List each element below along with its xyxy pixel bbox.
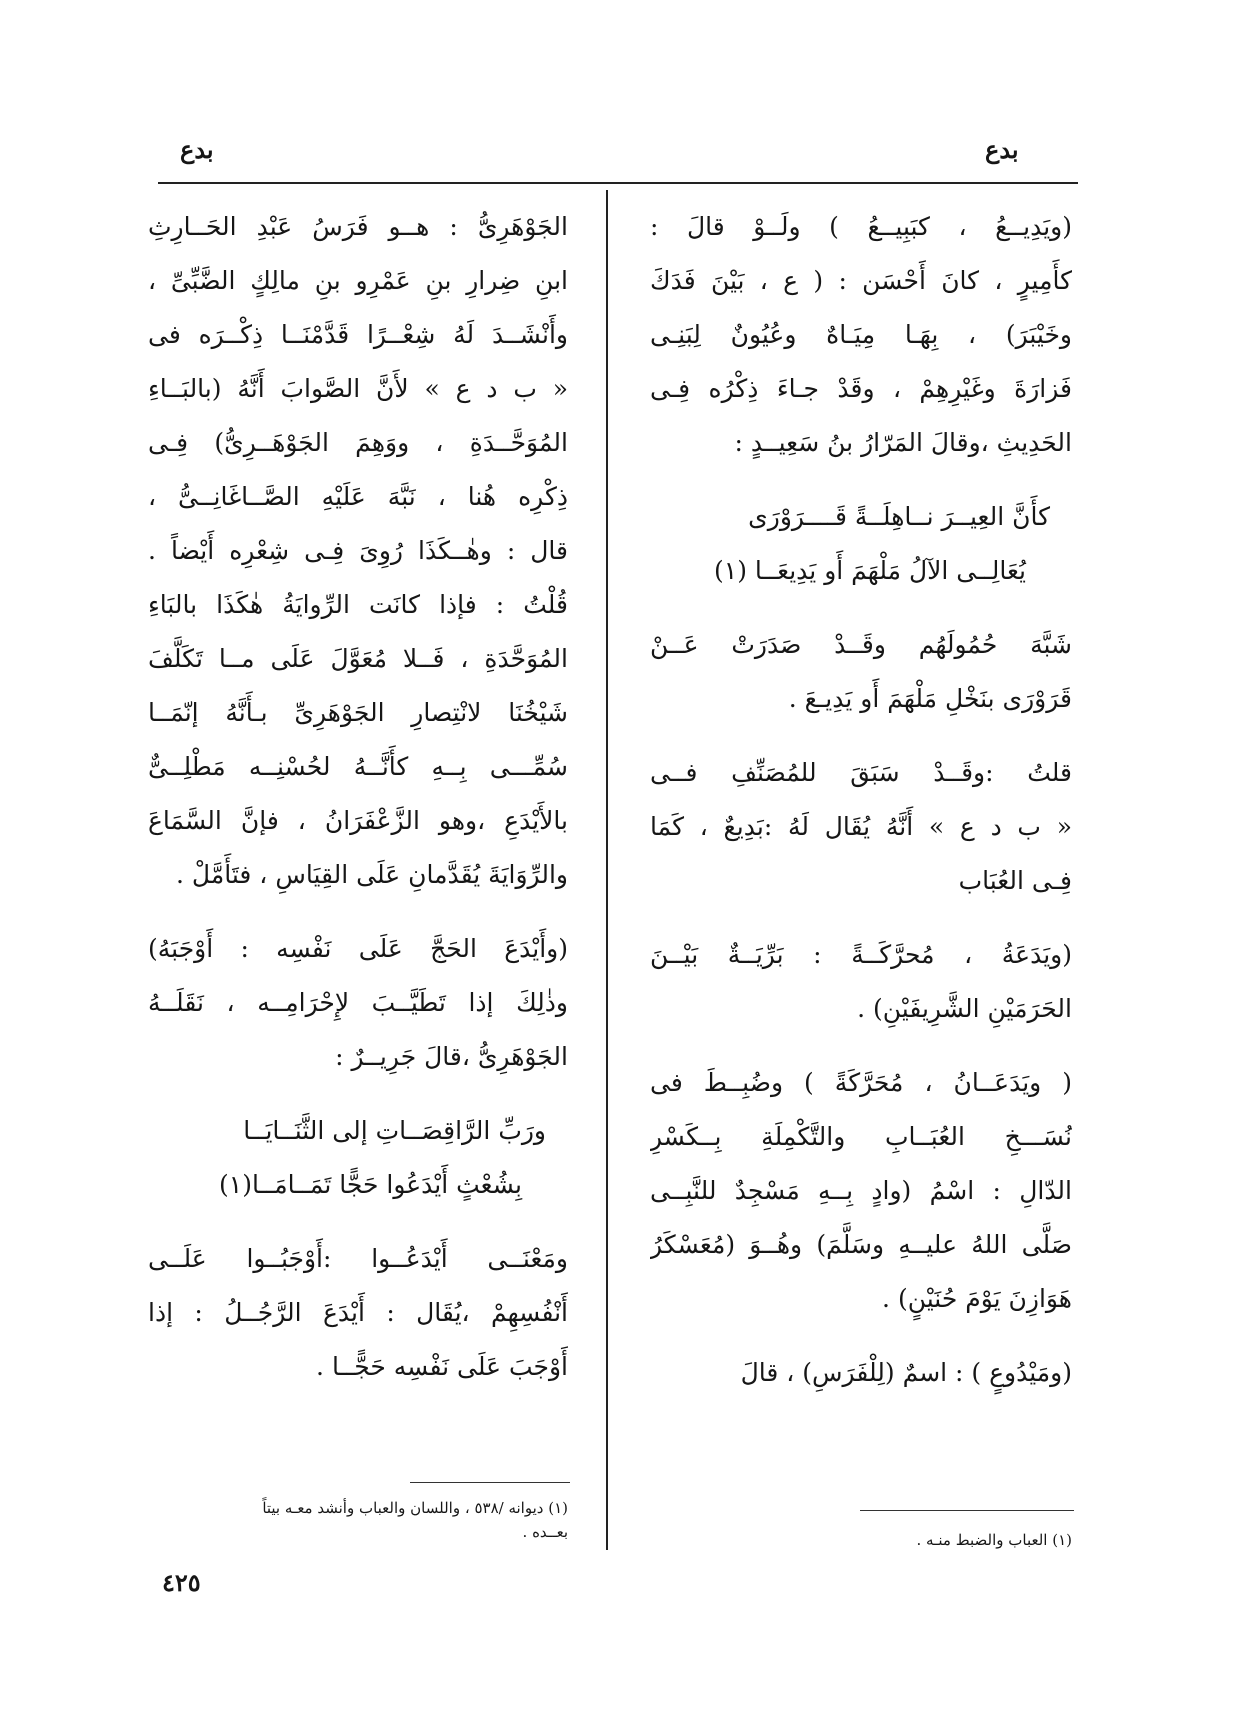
text-line: بالأَيْدَعِ ،وهو الزَّعْفَرَانُ ، فإنَّ السَّمَاعَ bbox=[148, 806, 568, 835]
entry-line: ( ويَدَعَــانُ ، مُحَرَّكَةً ) وضُبِــطَ فى bbox=[650, 1068, 1072, 1097]
text-line: الحَدِيثِ ،وقالَ المَرّارُ بنُ سَعِيــدٍ : bbox=[734, 428, 1072, 457]
verse-line: يُعَالِــى الآلُ مَلْهَمَ أَو يَدِيعَــا (١) bbox=[713, 556, 1026, 585]
column-divider bbox=[606, 190, 608, 1550]
text-line: أَوْجَبَ عَلَى نَفْسِه حَجًّــا . bbox=[316, 1352, 568, 1381]
text-line: سُمِّـــى بِــهِ كأَنَّــهُ لحُسْنِــه مَطْلِــىٌّ bbox=[148, 752, 568, 781]
footnote-line: بعــده . bbox=[522, 1523, 568, 1541]
text-line: أَنْفُسِهِمْ ،يُقَال : أَيْدَعَ الرَّجُــلُ : إذا bbox=[148, 1298, 568, 1327]
text-line: قلتُ :وقَــدْ سَبَقَ للمُصَنِّفِ فــى bbox=[650, 758, 1072, 787]
text-line: « ب د ع » أَنَّهُ يُقَال لَهُ :بَدِيعٌ ، كَمَا bbox=[650, 812, 1072, 841]
entry-line: (وأَيْدَعَ الحَجَّ عَلَى نَفْسِه : أَوْجَبَهُ) bbox=[148, 934, 568, 963]
header-rule bbox=[158, 182, 1078, 184]
left-column bbox=[148, 200, 568, 1394]
text-line: الجَوْهَرِىُّ : هــو فَرَسُ عَبْدِ الحَــارِثِ bbox=[148, 212, 568, 241]
text-line: الجَوْهَرِىُّ ،قالَ جَرِيــرٌ : bbox=[335, 1042, 568, 1071]
text-line: الحَرَمَيْنِ الشَّرِيفَيْنِ) . bbox=[857, 994, 1072, 1023]
text-line: فَزارَةَ وغَيْرِهِمْ ، وقَدْ جـاءَ ذِكْرُه فِـى bbox=[650, 374, 1072, 403]
text-line: والرِّوَايَةَ يُقَدَّمانِ عَلَى القِيَاسِ ، فتَأَمَّلْ . bbox=[176, 860, 568, 889]
text-line: وخَيْبَرَ) ، بِهَـا مِيَـاهٌ وعُيُونٌ لِبَنِـى bbox=[650, 320, 1072, 349]
entry-line: (ومَيْدُوعٍ ) : اسمٌ (لِلْفَرَسِ) ، قالَ bbox=[740, 1358, 1072, 1387]
footnote-right: (١) العباب والضبط منـه . bbox=[916, 1531, 1072, 1549]
text-line: فِـى العُبَاب bbox=[958, 866, 1072, 895]
text-line: كأَمِيرٍ ، كانَ أَحْسَن : ( ع ، بَيْنَ فَدَكَ bbox=[650, 266, 1072, 295]
text-line: (ويَدِيــعُ ، كبَبِيــعُ ) ولَــوْ قالَ : bbox=[650, 212, 1072, 241]
text-line: وأَنْشَــدَ لَهُ شِعْــرًا قَدَّمْنَــا ذِكْــرَه فى bbox=[148, 320, 568, 349]
running-header-right: بدع bbox=[985, 135, 1019, 164]
text-line: ذِكْرِه هُنا ، نَبَّهَ عَلَيْهِ الصَّــاغَانِــىُّ ، bbox=[148, 482, 568, 511]
text-line: الدّالِ : اسْمُ (وادٍ بِــهِ مَسْجِدٌ للنَّبِــى bbox=[650, 1176, 1072, 1205]
right-column bbox=[650, 200, 1072, 1400]
text-line: وذٰلِكَ إذا تَطَيَّــبَ لإِحْرَامِــه ، نَقَلَــهُ bbox=[148, 988, 568, 1017]
text-line: هَوَازِنَ يَوْمَ حُنَيْنٍ) . bbox=[882, 1284, 1072, 1313]
verse-line: كأَنَّ العِيــرَ نــاهِلَــةً قَــــرَوْرَى bbox=[748, 502, 1050, 531]
verse-line: بِشُعْثٍ أَيْدَعُوا حَجًّا تَمَــامَــا(١) bbox=[218, 1170, 522, 1199]
entry-line: (ويَدَعَةُ ، مُحرَّكَــةً : بَرِّيَــةٌ بَيْــنَ bbox=[650, 940, 1072, 969]
text-line: شَبَّهَ حُمُولَهُم وقَــدْ صَدَرَتْ عَــنْ bbox=[650, 630, 1072, 659]
footnote-rule-right bbox=[860, 1510, 1074, 1511]
text-line: قُلْتُ : فإذا كانَت الرِّوايَةُ هٰكَذَا بالبَاءِ bbox=[148, 590, 568, 619]
text-line: قَرَوْرَى بنَخْلِ مَلْهَمَ أَو يَدِيـعَ . bbox=[788, 684, 1072, 713]
footnote-left bbox=[148, 1496, 568, 1544]
text-line: ابنِ ضِرارِ بنِ عَمْرِو بنِ مالِكٍ الضَّبِّىِّ ، bbox=[148, 266, 568, 295]
text-line: شَيْخُنَا لانْتِصارِ الجَوْهَرِىِّ بـأَنَّهُ إنّمَــا bbox=[148, 698, 568, 727]
running-header-left: بدع bbox=[180, 135, 214, 164]
text-line: ومَعْنَــى أَيْدَعُــوا :أَوْجَبُــوا عَلَــى bbox=[148, 1244, 568, 1273]
text-line: المُوَحَّــدَةِ ، ووَهِمَ الجَوْهَــرِىُّ) فِـى bbox=[148, 428, 568, 457]
text-line: « ب د ع » لأَنَّ الصَّوابَ أَنَّهُ (بالبَــاءِ bbox=[148, 374, 568, 403]
text-line: قال : وهٰــكَذَا رُوِىَ فِـى شِعْرِه أَيْضاً . bbox=[148, 536, 568, 565]
text-line: نُسَـــخِ العُبَــابِ والتَّكْمِلَةِ بِــكَسْرِ bbox=[650, 1122, 1072, 1151]
verse-line: ورَبِّ الرَّاقِصَــاتِ إلى الثَّنَــايَــا bbox=[243, 1116, 546, 1145]
text-line: صَلَّى اللهُ عليــهِ وسَلَّمَ) وهُــوَ (مُعَسْكَرُ bbox=[650, 1230, 1072, 1259]
text-line: المُوَحَّدَةِ ، فَــلا مُعَوَّلَ عَلَى مــا تَكَلَّفَ bbox=[148, 644, 568, 673]
page-number: ٤٢٥ bbox=[162, 1568, 201, 1597]
footnote-line: (١) ديوانه /٥٣٨ ، واللسان والعباب وأنشد معـه بيتاً bbox=[262, 1499, 568, 1517]
footnote-rule-left bbox=[410, 1482, 570, 1483]
